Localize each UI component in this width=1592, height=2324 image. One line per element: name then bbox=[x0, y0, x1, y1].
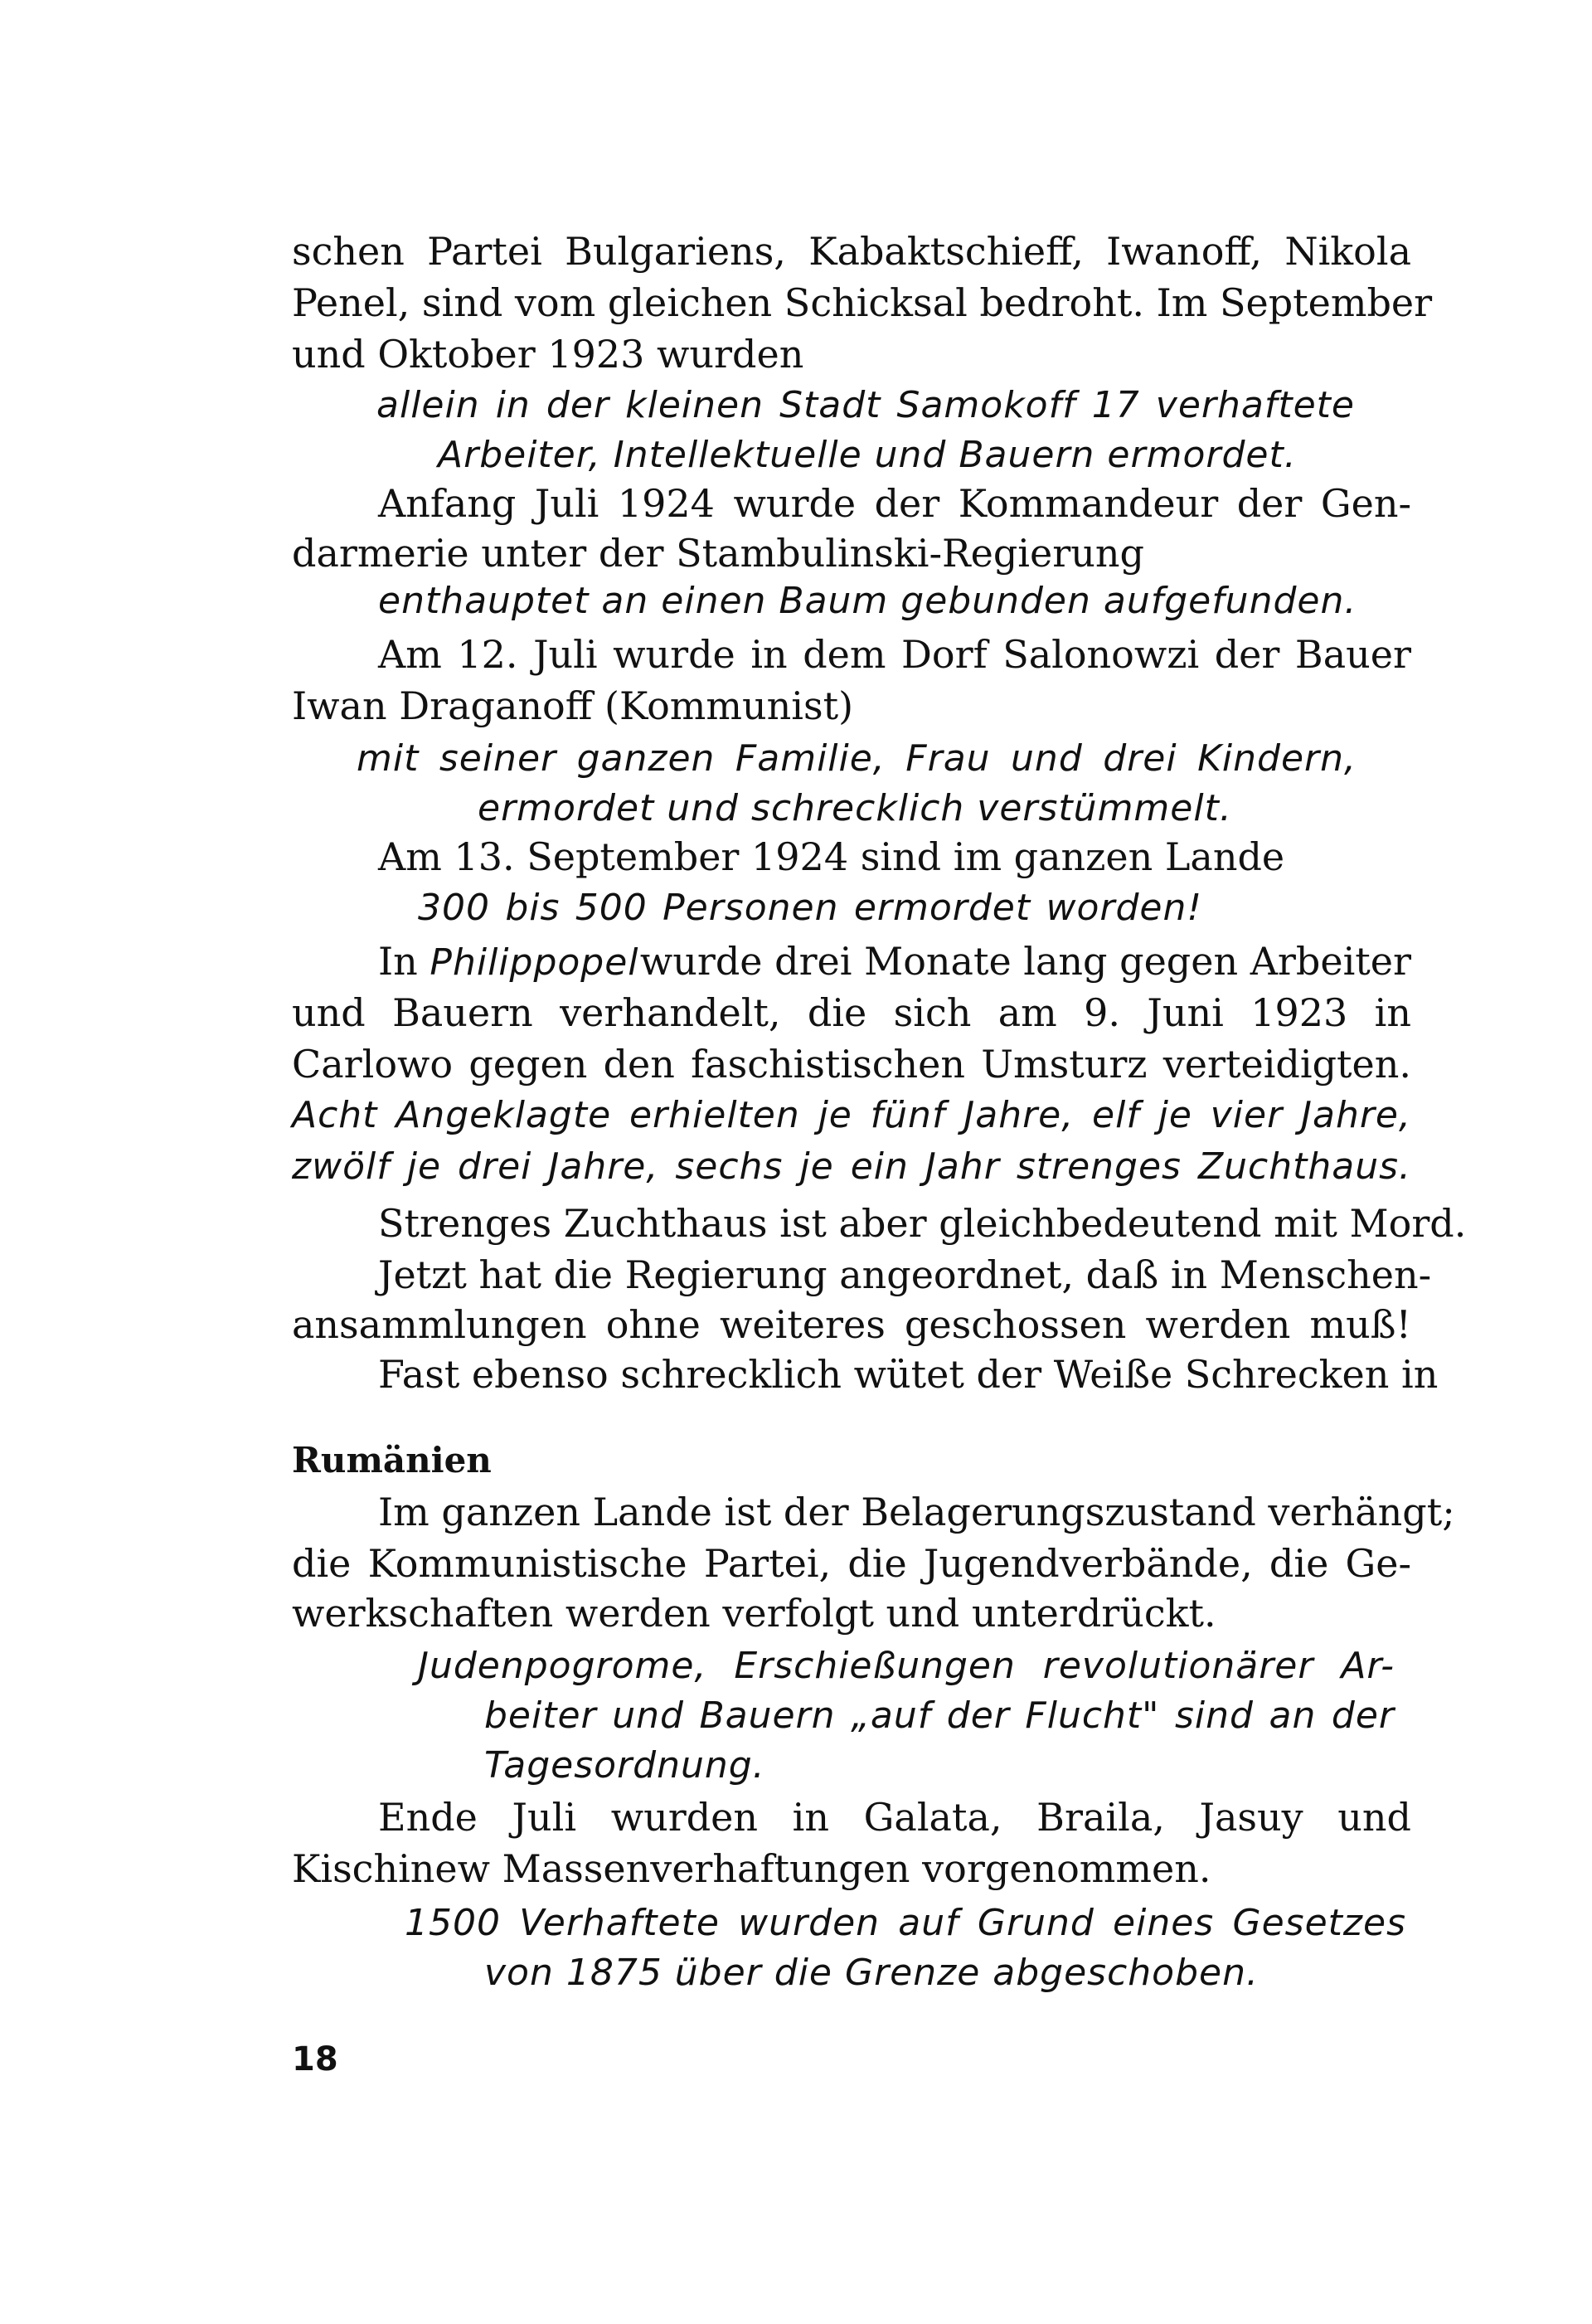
text-line: Anfang Juli 1924 wurde der Kommandeur der Gen- bbox=[378, 481, 1411, 526]
text-line: und Oktober 1923 wurden bbox=[292, 332, 804, 377]
text-line: Iwan Draganoff (Kommunist) bbox=[292, 683, 854, 728]
text-line: Jetzt hat die Regierung angeordnet, daß in Menschen- bbox=[378, 1252, 1432, 1297]
text-line: werkschaften werden verfolgt und unterdrückt. bbox=[292, 1591, 1216, 1636]
emphasized-line: allein in der kleinen Stadt Samokoff 17 verhaftete bbox=[376, 384, 1355, 426]
emphasized-line: zwölf je drei Jahre, sechs je ein Jahr strenges Zuchthaus. bbox=[292, 1145, 1411, 1188]
emphasized-line: enthauptet an einen Baum gebunden aufgefunden. bbox=[378, 580, 1357, 622]
place-name: Philippopel bbox=[430, 941, 639, 984]
text-line: Kischinew Massenverhaftungen vorgenommen. bbox=[292, 1846, 1211, 1891]
text-line: Fast ebenso schrecklich wütet der Weiße Schrecken in bbox=[378, 1352, 1439, 1397]
inline-text: In Philippopel bbox=[378, 939, 639, 984]
emphasized-line: 300 bis 500 Personen ermordet worden! bbox=[418, 887, 1202, 929]
emphasized-line: mit seiner ganzen Familie, Frau und drei Kindern, bbox=[357, 737, 1357, 780]
emphasized-line: Judenpogrome, Erschießungen revolutionärer Ar- bbox=[418, 1645, 1395, 1687]
text-line: Carlowo gegen den faschistischen Umsturz verteidigten. bbox=[292, 1042, 1411, 1087]
text-line: Ende Juli wurden in Galata, Braila, Jasuy und bbox=[378, 1795, 1411, 1840]
text-line: und Bauern verhandelt, die sich am 9. Juni 1923 in bbox=[292, 990, 1411, 1035]
text-line: darmerie unter der Stambulinski-Regierung bbox=[292, 531, 1144, 576]
text-line bbox=[378, 937, 1411, 985]
text-line: Im ganzen Lande ist der Belagerungszustand verhängt; bbox=[378, 1490, 1455, 1534]
text-line: Penel, sind vom gleichen Schicksal bedroht. Im September bbox=[292, 280, 1433, 325]
text-line: schen Partei Bulgariens, Kabaktschieff, Iwanoff, Nikola bbox=[292, 229, 1411, 274]
text-line: Am 12. Juli wurde in dem Dorf Salonowzi der Bauer bbox=[378, 632, 1411, 677]
emphasized-line: von 1875 über die Grenze abgeschoben. bbox=[484, 1952, 1259, 1994]
text-line: Am 13. September 1924 sind im ganzen Lande bbox=[378, 834, 1285, 879]
emphasized-line: Tagesordnung. bbox=[484, 1744, 765, 1787]
inline-text: wurde drei Monate lang gegen Arbeiter bbox=[639, 939, 1411, 984]
page-number: 18 bbox=[292, 2040, 338, 2078]
emphasized-line: ermordet und schrecklich verstümmelt. bbox=[478, 787, 1232, 829]
text-line: die Kommunistische Partei, die Jugendverbände, die Ge- bbox=[292, 1541, 1411, 1586]
text-line: ansammlungen ohne weiteres geschossen werden muß! bbox=[292, 1302, 1411, 1347]
section-heading: Rumänien bbox=[292, 1440, 492, 1480]
text-line: Strenges Zuchthaus ist aber gleichbedeutend mit Mord. bbox=[378, 1201, 1467, 1246]
emphasized-line: Arbeiter, Intellektuelle und Bauern ermordet. bbox=[438, 434, 1297, 476]
emphasized-line: Acht Angeklagte erhielten je fünf Jahre, elf je vier Jahre, bbox=[292, 1094, 1411, 1136]
emphasized-line: 1500 Verhaftete wurden auf Grund eines Gesetzes bbox=[405, 1902, 1406, 1944]
emphasized-line: beiter und Bauern „auf der Flucht" sind an der bbox=[484, 1694, 1395, 1737]
